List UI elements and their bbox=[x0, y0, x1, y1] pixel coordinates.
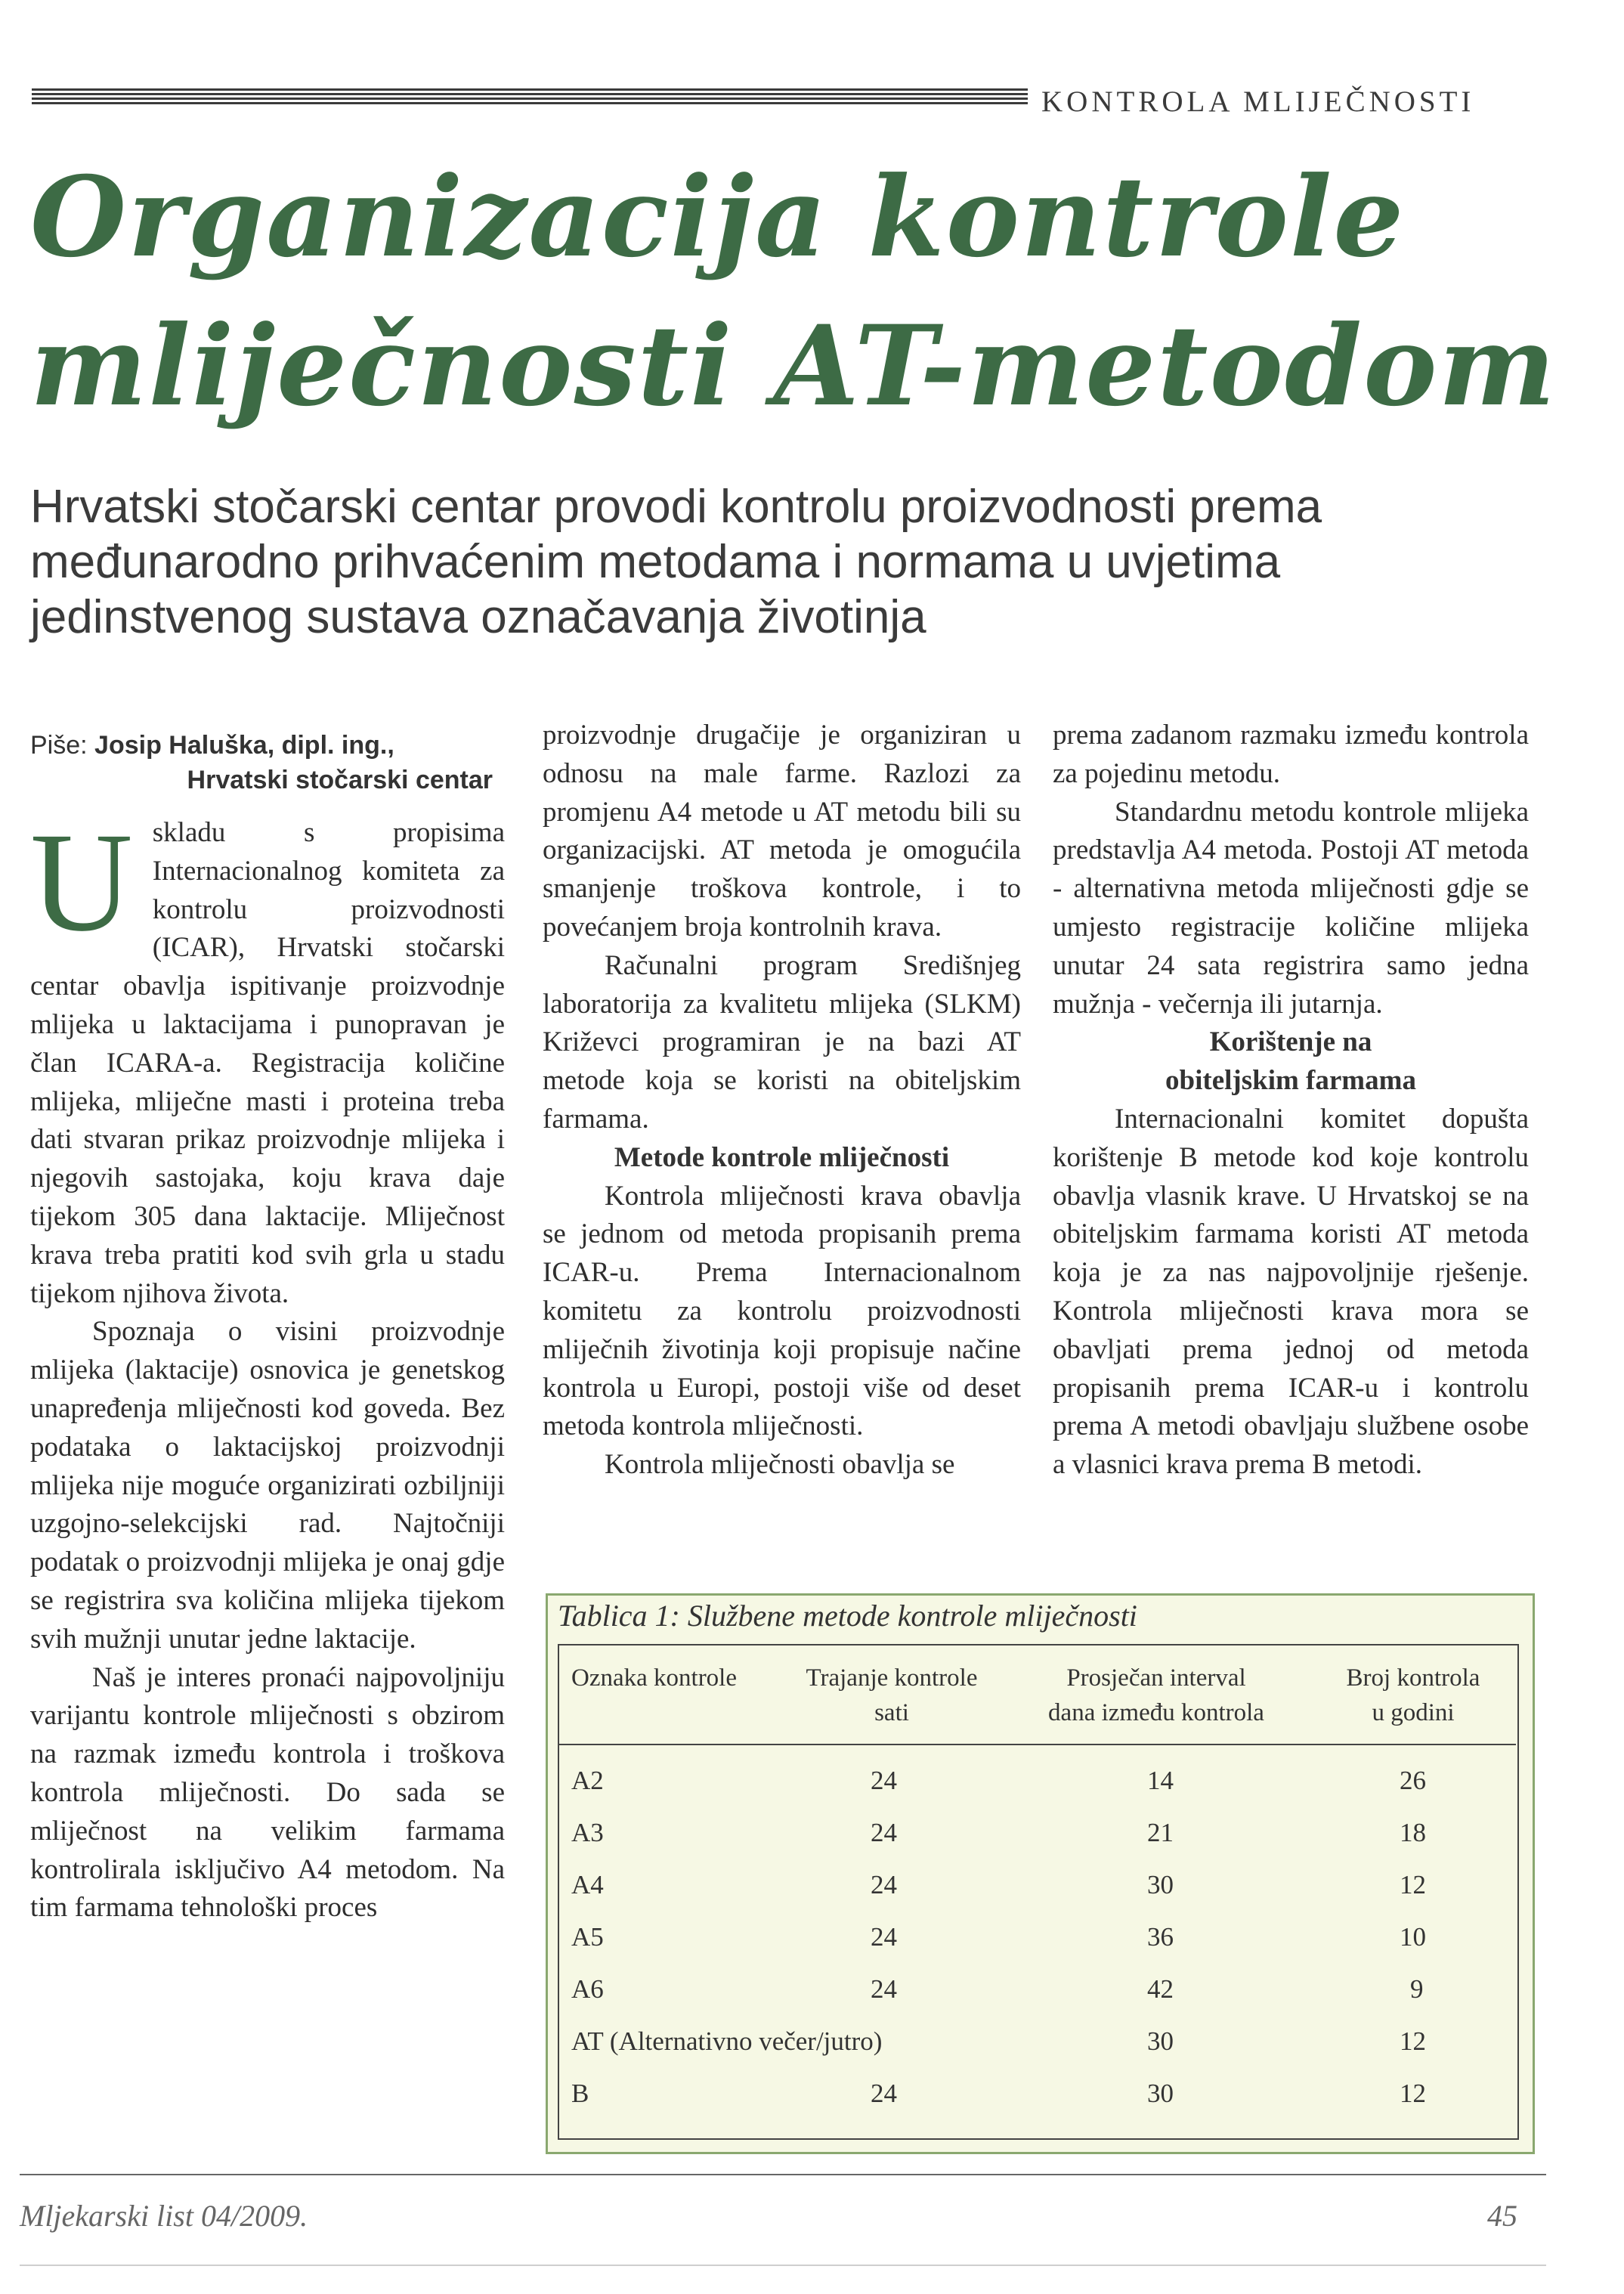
footer-rule-bottom bbox=[20, 2265, 1546, 2266]
table-header-hours-l1: Trajanje kontrole bbox=[806, 1664, 978, 1692]
table-row-code: A5 bbox=[571, 1922, 604, 1952]
table-header-separator bbox=[559, 1744, 1516, 1745]
table-header-count-l1: Broj kontrola bbox=[1346, 1664, 1480, 1692]
table-row-count: 12 bbox=[1400, 1870, 1426, 1899]
article-column-2 bbox=[543, 717, 1021, 1484]
table-row-hours: 24 bbox=[871, 1974, 897, 2004]
table-row-count: 12 bbox=[1400, 2079, 1426, 2108]
paragraph: Internacionalni komitet dopušta korištenje B metode kod koje kontrolu obavlja vlasnik krave. U Hrvatskoj se na obiteljskim farmama koristi AT metoda koja je za nas najpovoljnije rješenje. Kontrola mliječnosti krava mora se obavljati prema jednoj od metoda propisanih prema ICAR-u i kontrolu prema A metodi obavljaju službene osobe a vlasnici krava prema B metodi. bbox=[1053, 1103, 1529, 1481]
table-row-interval: 42 bbox=[1147, 1974, 1174, 2004]
table-row-code: A6 bbox=[571, 1974, 604, 2004]
paragraph: proizvodnje drugačije je organiziran u odnosu na male farme. Razlozi za promjenu A4 metode u AT metodu bili su organizacijski. AT metoda je omogućila smanjenje troškova kontrole, i to povećanjem broja kontrolnih krava. bbox=[543, 720, 1021, 943]
table-caption: Tablica 1: Službene metode kontrole mliječnosti bbox=[558, 1599, 1137, 1633]
table-row-count: 26 bbox=[1400, 1766, 1426, 1795]
article-column-3 bbox=[1053, 717, 1529, 1484]
table-header-count-l2: u godini bbox=[1372, 1699, 1455, 1726]
table-row-code: A2 bbox=[571, 1766, 604, 1795]
table-row-count: 10 bbox=[1400, 1922, 1426, 1952]
table-row-interval: 30 bbox=[1147, 2079, 1174, 2108]
table-row-code: A4 bbox=[571, 1870, 604, 1899]
author-name: Josip Haluška, dipl. ing., bbox=[94, 731, 394, 760]
table-header-interval-l2: dana između kontrola bbox=[1048, 1699, 1264, 1726]
table-row-hours: 24 bbox=[871, 2079, 897, 2108]
section-heading-line2: obiteljskim farmama bbox=[1165, 1065, 1416, 1097]
paragraph: prema zadanom razmaku između kontrola za pojedinu metodu. bbox=[1053, 720, 1529, 789]
table-header-count bbox=[1330, 1661, 1496, 1730]
article-title-line1: Organizacija kontrole bbox=[30, 153, 1406, 282]
paragraph: Standardnu metodu kontrole mlijeka predstavlja A4 metoda. Postoji AT metoda - alternativna metoda mliječnosti gdje se umjesto registracije količine mlijeka unutar 24 sata registrira samo jedna mužnja - večernja ili jutarnja. bbox=[1053, 796, 1529, 1020]
header-rule bbox=[32, 88, 1028, 105]
table-header-interval bbox=[1035, 1661, 1277, 1730]
paragraph: Računalni program Središnjeg laboratorija za kvalitetu mlijeka (SLKM) Križevci programiran je na bazi AT metode koja se koristi na obiteljskim farmama. bbox=[543, 949, 1021, 1135]
byline bbox=[30, 728, 499, 797]
table-row-code: B bbox=[571, 2079, 589, 2108]
table-row-hours: 24 bbox=[871, 1766, 897, 1795]
paragraph-text: skladu s propisima Internacionalnog komiteta za kontrolu proizvodnosti (ICAR), Hrvatski stočarski centar obavlja ispitivanje proizvodnje mlijeka u laktacijama i punopravan je član ICARA-a. Registracija količine mlijeka, mliječne masti i proteina treba dati stvaran prikaz proizvodnje mlijeka i njegovih sastojaka, koju krava daje tijekom 305 dana laktacije. Mliječnost krava treba pratiti kod svih grla u stadu tijekom njihova života. bbox=[30, 817, 505, 1309]
page-number: 45 bbox=[1487, 2199, 1517, 2233]
table-row-hours: 24 bbox=[871, 1870, 897, 1899]
table-row-interval: 30 bbox=[1147, 2026, 1174, 2056]
section-heading-line1: Korištenje na bbox=[1209, 1026, 1372, 1058]
section-heading: Metode kontrole mliječnosti bbox=[614, 1141, 950, 1173]
table-row-count: 18 bbox=[1400, 1818, 1426, 1847]
table-row-interval: 14 bbox=[1147, 1766, 1174, 1795]
table-row-hours: 24 bbox=[871, 1922, 897, 1952]
table-header-interval-l1: Prosječan interval bbox=[1066, 1664, 1246, 1692]
table-row-interval: 30 bbox=[1147, 1870, 1174, 1899]
footer-rule bbox=[20, 2174, 1546, 2175]
paragraph: Kontrola mliječnosti obavlja se bbox=[605, 1449, 955, 1481]
table-row-code: AT (Alternativno večer/jutro) bbox=[571, 2026, 883, 2056]
table-row-hours: 24 bbox=[871, 1818, 897, 1847]
paragraph: Spoznaja o visini proizvodnje mlijeka (laktacije) osnovica je genetskog unapređenja mliječnosti kod goveda. Bez podataka o laktacijskoj proizvodnji mlijeka nije moguće organizirati ozbiljniji uzgojno-selekcijski rad. Najtočniji podatak o proizvodnji mlijeka je onaj gdje se registrira sva količina mlijeka tijekom svih mužnji unutar jedne laktacije. bbox=[30, 1316, 505, 1655]
table-header-hours bbox=[786, 1661, 998, 1730]
table-row-interval: 36 bbox=[1147, 1922, 1174, 1952]
table-header-hours-l2: sati bbox=[874, 1699, 909, 1726]
table-row-interval: 21 bbox=[1147, 1818, 1174, 1847]
table-header-code: Oznaka kontrole bbox=[571, 1664, 737, 1692]
table-row-count: 12 bbox=[1400, 2026, 1426, 2056]
publication-name: Mljekarski list 04/2009. bbox=[20, 2199, 308, 2233]
table-row-code: A3 bbox=[571, 1818, 604, 1847]
paragraph bbox=[30, 803, 505, 1313]
article-subtitle: Hrvatski stočarski centar provodi kontrolu proizvodnosti prema međunarodno prihvaćenim metodama i normama u uvjetima jedinstvenog sustava označavanja životinja bbox=[30, 481, 1322, 643]
paragraph: Kontrola mliječnosti krava obavlja se jednom od metoda propisanih prema ICAR-u. Prema Internacionalnom komitetu za kontrolu proizvodnosti mliječnih životinja koji propisuje načine kontrola u Europi, postoji više od deset metoda kontrola mliječnosti. bbox=[543, 1180, 1021, 1442]
byline-prefix: Piše: bbox=[30, 731, 88, 760]
section-heading bbox=[1053, 1023, 1529, 1101]
table-row-count: 9 bbox=[1410, 1974, 1424, 2004]
drop-cap: U bbox=[30, 803, 133, 961]
author-affiliation: Hrvatski stočarski centar bbox=[187, 766, 493, 794]
article-title-line2: mliječnosti AT-metodom bbox=[30, 302, 1557, 431]
section-label: KONTROLA MLIJEČNOSTI bbox=[1041, 85, 1475, 118]
paragraph: Naš je interes pronaći najpovoljniju varijantu kontrole mliječnosti s obzirom na razmak između kontrola i troškova kontrola mliječnosti. Do sada se mliječnost na velikim farmama kontrolirala isključivo A4 metodom. Na tim farmama tehnološki proces bbox=[30, 1661, 505, 1924]
article-column-1 bbox=[30, 803, 505, 1927]
